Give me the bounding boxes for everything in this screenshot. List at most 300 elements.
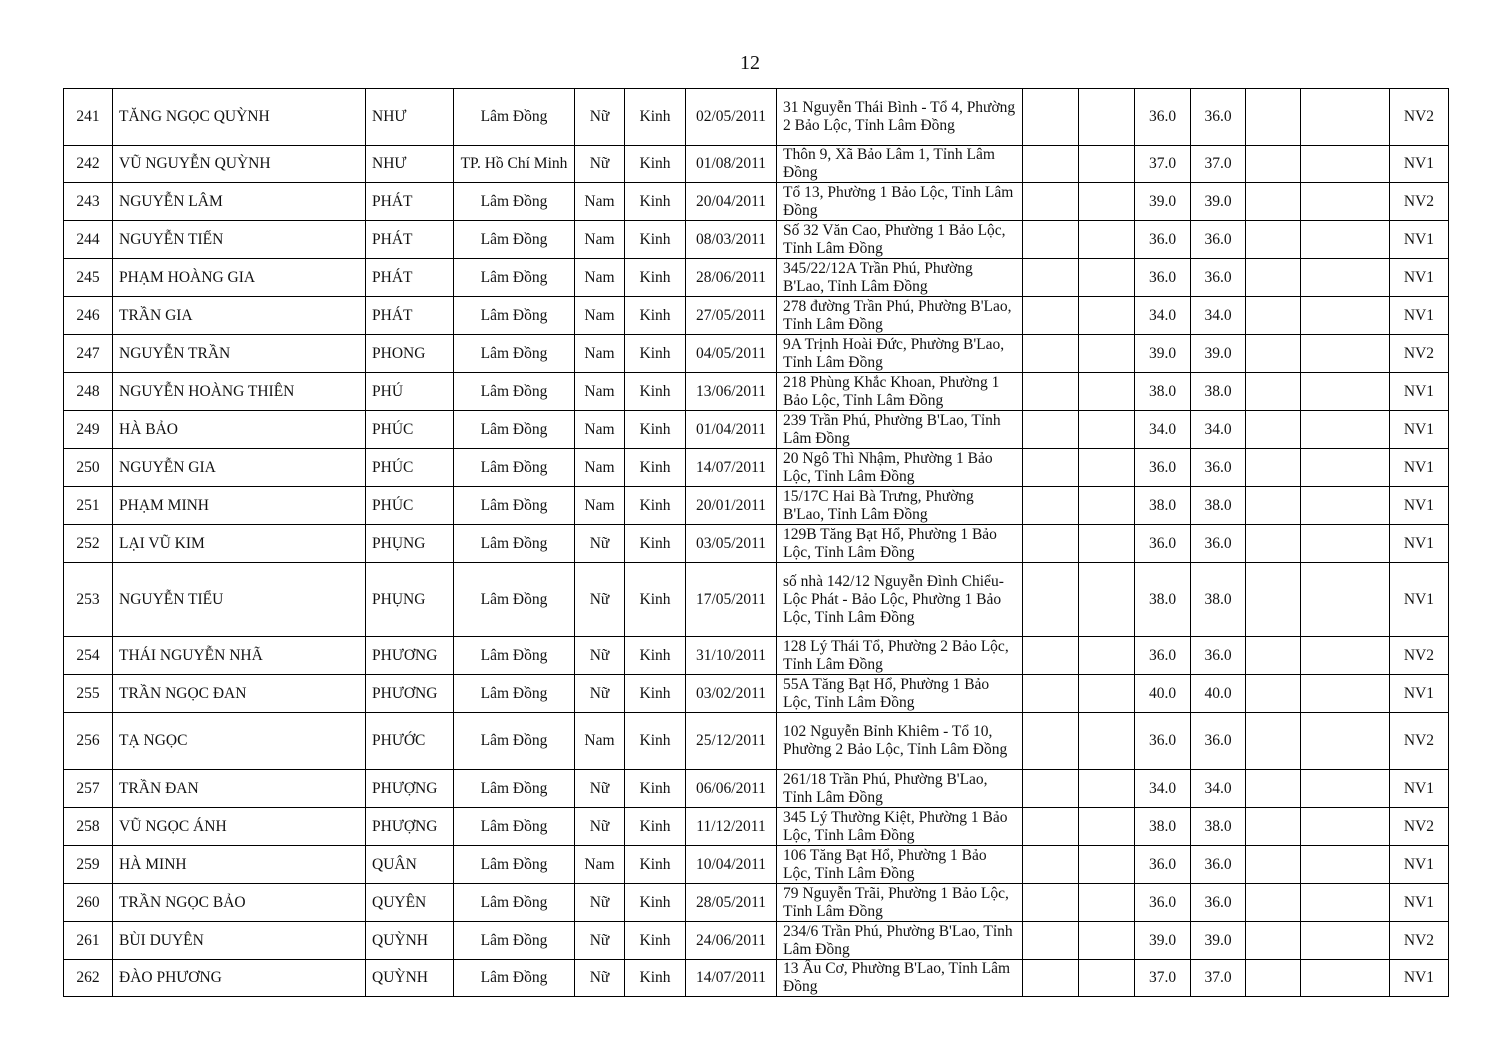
preference-cell: NV2 [1390,713,1449,770]
family-and-middle-name-cell: NGUYỄN LÂM [113,183,366,221]
given-name-cell: PHƯƠNG [366,637,454,675]
address-cell: 79 Nguyễn Trãi, Phường 1 Bảo Lộc, Tỉnh Lâm Đồng [777,884,1023,922]
empty-cell-cell [1301,411,1390,449]
birthplace-cell: Lâm Đồng [454,259,575,297]
score-1-cell: 38.0 [1135,373,1191,411]
empty-cell-cell [1023,146,1079,183]
gender-cell: Nữ [575,922,625,960]
given-name-cell: PHƯỚC [366,713,454,770]
empty-cell-cell [1301,297,1390,335]
empty-cell-cell [1246,487,1301,525]
family-and-middle-name-cell: NGUYỄN HOÀNG THIÊN [113,373,366,411]
empty-cell-cell [1023,713,1079,770]
ethnicity-cell: Kinh [625,808,686,846]
table-row [64,373,1449,411]
given-name-cell: PHÁT [366,221,454,259]
birth-date-cell: 14/07/2011 [686,960,777,997]
birthplace-cell: Lâm Đồng [454,221,575,259]
row-number-cell: 257 [64,770,113,808]
table-row [64,449,1449,487]
empty-cell-cell [1079,146,1135,183]
address-cell: 239 Trần Phú, Phường B'Lao, Tỉnh Lâm Đồng [777,411,1023,449]
score-2-cell: 38.0 [1191,808,1246,846]
preference-cell: NV1 [1390,221,1449,259]
row-number-cell: 244 [64,221,113,259]
score-2-cell: 36.0 [1191,637,1246,675]
empty-cell-cell [1301,770,1390,808]
family-and-middle-name-cell: TĂNG NGỌC QUỲNH [113,89,366,146]
table-row [64,183,1449,221]
table-row [64,411,1449,449]
gender-cell: Nữ [575,525,625,563]
row-number-cell: 262 [64,960,113,997]
given-name-cell: PHƯỢNG [366,808,454,846]
gender-cell: Nam [575,449,625,487]
given-name-cell: PHƯƠNG [366,675,454,713]
address-cell: 218 Phùng Khắc Khoan, Phường 1 Bảo Lộc, Tỉnh Lâm Đồng [777,373,1023,411]
family-and-middle-name-cell: HÀ MINH [113,846,366,884]
empty-cell-cell [1079,297,1135,335]
address-cell: Tổ 13, Phường 1 Bảo Lộc, Tỉnh Lâm Đồng [777,183,1023,221]
score-1-cell: 36.0 [1135,221,1191,259]
row-number-cell: 247 [64,335,113,373]
empty-cell-cell [1079,846,1135,884]
empty-cell-cell [1023,770,1079,808]
score-1-cell: 34.0 [1135,297,1191,335]
preference-cell: NV1 [1390,297,1449,335]
gender-cell: Nữ [575,675,625,713]
family-and-middle-name-cell: NGUYỄN TIỂU [113,563,366,637]
address-cell: 106 Tăng Bạt Hổ, Phường 1 Bảo Lộc, Tỉnh Lâm Đồng [777,846,1023,884]
given-name-cell: PHÚ [366,373,454,411]
family-and-middle-name-cell: LẠI VŨ KIM [113,525,366,563]
empty-cell-cell [1246,922,1301,960]
empty-cell-cell [1301,449,1390,487]
table-row [64,525,1449,563]
preference-cell: NV1 [1390,675,1449,713]
ethnicity-cell: Kinh [625,89,686,146]
gender-cell: Nữ [575,146,625,183]
preference-cell: NV1 [1390,770,1449,808]
empty-cell-cell [1301,846,1390,884]
empty-cell-cell [1246,846,1301,884]
roster-body [64,89,1449,997]
given-name-cell: PHÁT [366,259,454,297]
gender-cell: Nữ [575,884,625,922]
family-and-middle-name-cell: TẠ NGỌC [113,713,366,770]
empty-cell-cell [1023,808,1079,846]
empty-cell-cell [1246,449,1301,487]
empty-cell-cell [1023,335,1079,373]
ethnicity-cell: Kinh [625,846,686,884]
empty-cell-cell [1246,221,1301,259]
table-row [64,637,1449,675]
empty-cell-cell [1246,89,1301,146]
empty-cell-cell [1301,487,1390,525]
preference-cell: NV2 [1390,183,1449,221]
preference-cell: NV1 [1390,525,1449,563]
birth-date-cell: 25/12/2011 [686,713,777,770]
birth-date-cell: 13/06/2011 [686,373,777,411]
birth-date-cell: 14/07/2011 [686,449,777,487]
table-row [64,335,1449,373]
gender-cell: Nam [575,487,625,525]
empty-cell-cell [1079,713,1135,770]
birth-date-cell: 28/06/2011 [686,259,777,297]
score-1-cell: 36.0 [1135,713,1191,770]
empty-cell-cell [1301,525,1390,563]
score-1-cell: 34.0 [1135,770,1191,808]
ethnicity-cell: Kinh [625,335,686,373]
row-number-cell: 260 [64,884,113,922]
given-name-cell: QUYÊN [366,884,454,922]
address-cell: Số 32 Văn Cao, Phường 1 Bảo Lộc, Tỉnh Lâm Đồng [777,221,1023,259]
birthplace-cell: Lâm Đồng [454,884,575,922]
family-and-middle-name-cell: PHẠM MINH [113,487,366,525]
row-number-cell: 249 [64,411,113,449]
gender-cell: Nữ [575,808,625,846]
ethnicity-cell: Kinh [625,770,686,808]
ethnicity-cell: Kinh [625,563,686,637]
student-roster-table [63,88,1449,997]
birth-date-cell: 08/03/2011 [686,221,777,259]
birth-date-cell: 20/01/2011 [686,487,777,525]
score-1-cell: 36.0 [1135,637,1191,675]
preference-cell: NV1 [1390,411,1449,449]
row-number-cell: 243 [64,183,113,221]
address-cell: 15/17C Hai Bà Trưng, Phường B'Lao, Tỉnh Lâm Đồng [777,487,1023,525]
given-name-cell: QUỲNH [366,922,454,960]
empty-cell-cell [1079,183,1135,221]
table-row [64,259,1449,297]
birthplace-cell: Lâm Đồng [454,637,575,675]
preference-cell: NV1 [1390,259,1449,297]
empty-cell-cell [1301,259,1390,297]
family-and-middle-name-cell: VŨ NGUYỄN QUỲNH [113,146,366,183]
birth-date-cell: 02/05/2011 [686,89,777,146]
empty-cell-cell [1246,713,1301,770]
gender-cell: Nữ [575,89,625,146]
score-2-cell: 34.0 [1191,411,1246,449]
given-name-cell: PHONG [366,335,454,373]
birthplace-cell: Lâm Đồng [454,487,575,525]
given-name-cell: PHƯỢNG [366,770,454,808]
empty-cell-cell [1079,259,1135,297]
ethnicity-cell: Kinh [625,449,686,487]
score-1-cell: 34.0 [1135,411,1191,449]
preference-cell: NV1 [1390,960,1449,997]
preference-cell: NV1 [1390,373,1449,411]
empty-cell-cell [1023,89,1079,146]
score-2-cell: 36.0 [1191,525,1246,563]
address-cell: Thôn 9, Xã Bảo Lâm 1, Tỉnh Lâm Đồng [777,146,1023,183]
empty-cell-cell [1023,449,1079,487]
address-cell: 128 Lý Thái Tổ, Phường 2 Bảo Lộc, Tỉnh Lâm Đồng [777,637,1023,675]
address-cell: 129B Tăng Bạt Hổ, Phường 1 Bảo Lộc, Tỉnh Lâm Đồng [777,525,1023,563]
score-2-cell: 36.0 [1191,449,1246,487]
row-number-cell: 261 [64,922,113,960]
birthplace-cell: Lâm Đồng [454,297,575,335]
preference-cell: NV2 [1390,89,1449,146]
empty-cell-cell [1023,525,1079,563]
gender-cell: Nam [575,713,625,770]
empty-cell-cell [1023,297,1079,335]
empty-cell-cell [1079,675,1135,713]
empty-cell-cell [1079,563,1135,637]
score-2-cell: 36.0 [1191,884,1246,922]
birth-date-cell: 06/06/2011 [686,770,777,808]
gender-cell: Nam [575,335,625,373]
empty-cell-cell [1246,525,1301,563]
table-row [64,713,1449,770]
score-1-cell: 36.0 [1135,449,1191,487]
ethnicity-cell: Kinh [625,884,686,922]
ethnicity-cell: Kinh [625,221,686,259]
ethnicity-cell: Kinh [625,960,686,997]
birth-date-cell: 01/04/2011 [686,411,777,449]
empty-cell-cell [1301,960,1390,997]
empty-cell-cell [1079,808,1135,846]
ethnicity-cell: Kinh [625,183,686,221]
birth-date-cell: 28/05/2011 [686,884,777,922]
birth-date-cell: 03/02/2011 [686,675,777,713]
empty-cell-cell [1246,960,1301,997]
empty-cell-cell [1246,297,1301,335]
score-2-cell: 40.0 [1191,675,1246,713]
preference-cell: NV1 [1390,146,1449,183]
row-number-cell: 246 [64,297,113,335]
gender-cell: Nữ [575,770,625,808]
row-number-cell: 253 [64,563,113,637]
score-1-cell: 39.0 [1135,335,1191,373]
score-1-cell: 38.0 [1135,808,1191,846]
family-and-middle-name-cell: NGUYỄN GIA [113,449,366,487]
empty-cell-cell [1246,183,1301,221]
score-2-cell: 38.0 [1191,563,1246,637]
address-cell: 102 Nguyễn Bỉnh Khiêm - Tổ 10, Phường 2 Bảo Lộc, Tỉnh Lâm Đồng [777,713,1023,770]
score-1-cell: 38.0 [1135,487,1191,525]
row-number-cell: 242 [64,146,113,183]
empty-cell-cell [1023,259,1079,297]
address-cell: 345 Lý Thường Kiệt, Phường 1 Bảo Lộc, Tỉnh Lâm Đồng [777,808,1023,846]
birth-date-cell: 11/12/2011 [686,808,777,846]
empty-cell-cell [1079,637,1135,675]
empty-cell-cell [1301,183,1390,221]
birth-date-cell: 17/05/2011 [686,563,777,637]
empty-cell-cell [1301,373,1390,411]
ethnicity-cell: Kinh [625,525,686,563]
preference-cell: NV1 [1390,884,1449,922]
score-2-cell: 39.0 [1191,183,1246,221]
table-row [64,846,1449,884]
birthplace-cell: Lâm Đồng [454,922,575,960]
birthplace-cell: Lâm Đồng [454,960,575,997]
empty-cell-cell [1246,675,1301,713]
score-2-cell: 34.0 [1191,297,1246,335]
score-2-cell: 38.0 [1191,373,1246,411]
empty-cell-cell [1246,808,1301,846]
score-2-cell: 36.0 [1191,89,1246,146]
empty-cell-cell [1023,846,1079,884]
ethnicity-cell: Kinh [625,146,686,183]
given-name-cell: PHÁT [366,183,454,221]
row-number-cell: 256 [64,713,113,770]
empty-cell-cell [1301,922,1390,960]
empty-cell-cell [1023,884,1079,922]
empty-cell-cell [1079,525,1135,563]
given-name-cell: PHÚC [366,449,454,487]
score-2-cell: 37.0 [1191,960,1246,997]
empty-cell-cell [1301,146,1390,183]
given-name-cell: PHÚC [366,487,454,525]
score-1-cell: 39.0 [1135,922,1191,960]
family-and-middle-name-cell: NGUYỄN TIẾN [113,221,366,259]
empty-cell-cell [1301,808,1390,846]
given-name-cell: PHÚC [366,411,454,449]
score-1-cell: 36.0 [1135,884,1191,922]
ethnicity-cell: Kinh [625,675,686,713]
birthplace-cell: Lâm Đồng [454,449,575,487]
score-1-cell: 40.0 [1135,675,1191,713]
empty-cell-cell [1246,770,1301,808]
row-number-cell: 251 [64,487,113,525]
ethnicity-cell: Kinh [625,259,686,297]
score-2-cell: 36.0 [1191,259,1246,297]
gender-cell: Nam [575,297,625,335]
score-2-cell: 37.0 [1191,146,1246,183]
empty-cell-cell [1023,487,1079,525]
birth-date-cell: 24/06/2011 [686,922,777,960]
table-row [64,808,1449,846]
ethnicity-cell: Kinh [625,637,686,675]
family-and-middle-name-cell: VŨ NGỌC ÁNH [113,808,366,846]
empty-cell-cell [1301,637,1390,675]
birthplace-cell: Lâm Đồng [454,675,575,713]
score-1-cell: 37.0 [1135,146,1191,183]
row-number-cell: 254 [64,637,113,675]
row-number-cell: 259 [64,846,113,884]
empty-cell-cell [1301,713,1390,770]
table-row [64,960,1449,997]
preference-cell: NV1 [1390,449,1449,487]
given-name-cell: QUÂN [366,846,454,884]
empty-cell-cell [1079,487,1135,525]
empty-cell-cell [1301,89,1390,146]
birthplace-cell: Lâm Đồng [454,89,575,146]
gender-cell: Nam [575,373,625,411]
table-row [64,487,1449,525]
score-2-cell: 34.0 [1191,770,1246,808]
empty-cell-cell [1023,183,1079,221]
given-name-cell: NHƯ [366,146,454,183]
preference-cell: NV2 [1390,808,1449,846]
ethnicity-cell: Kinh [625,713,686,770]
family-and-middle-name-cell: ĐÀO PHƯƠNG [113,960,366,997]
birth-date-cell: 01/08/2011 [686,146,777,183]
table-row [64,563,1449,637]
score-2-cell: 39.0 [1191,922,1246,960]
empty-cell-cell [1023,563,1079,637]
score-1-cell: 36.0 [1135,89,1191,146]
empty-cell-cell [1246,373,1301,411]
empty-cell-cell [1079,449,1135,487]
page-number: 12 [740,52,760,74]
table-row [64,221,1449,259]
empty-cell-cell [1246,884,1301,922]
gender-cell: Nam [575,221,625,259]
score-2-cell: 36.0 [1191,846,1246,884]
empty-cell-cell [1023,637,1079,675]
given-name-cell: PHỤNG [366,525,454,563]
table-row [64,89,1449,146]
gender-cell: Nam [575,259,625,297]
score-1-cell: 36.0 [1135,846,1191,884]
preference-cell: NV1 [1390,563,1449,637]
birthplace-cell: Lâm Đồng [454,770,575,808]
birthplace-cell: Lâm Đồng [454,183,575,221]
family-and-middle-name-cell: PHẠM HOÀNG GIA [113,259,366,297]
birth-date-cell: 20/04/2011 [686,183,777,221]
empty-cell-cell [1079,335,1135,373]
score-1-cell: 36.0 [1135,259,1191,297]
gender-cell: Nam [575,411,625,449]
birth-date-cell: 03/05/2011 [686,525,777,563]
score-1-cell: 37.0 [1135,960,1191,997]
score-1-cell: 39.0 [1135,183,1191,221]
score-2-cell: 36.0 [1191,713,1246,770]
preference-cell: NV2 [1390,335,1449,373]
score-2-cell: 36.0 [1191,221,1246,259]
score-1-cell: 36.0 [1135,525,1191,563]
address-cell: 9A Trịnh Hoài Đức, Phường B'Lao, Tỉnh Lâm Đồng [777,335,1023,373]
empty-cell-cell [1301,335,1390,373]
ethnicity-cell: Kinh [625,487,686,525]
gender-cell: Nam [575,183,625,221]
given-name-cell: NHƯ [366,89,454,146]
family-and-middle-name-cell: TRẦN NGỌC BẢO [113,884,366,922]
birthplace-cell: TP. Hồ Chí Minh [454,146,575,183]
birth-date-cell: 27/05/2011 [686,297,777,335]
birthplace-cell: Lâm Đồng [454,373,575,411]
empty-cell-cell [1301,884,1390,922]
gender-cell: Nữ [575,637,625,675]
address-cell: 20 Ngô Thì Nhậm, Phường 1 Bảo Lộc, Tỉnh Lâm Đồng [777,449,1023,487]
family-and-middle-name-cell: HÀ BẢO [113,411,366,449]
row-number-cell: 255 [64,675,113,713]
gender-cell: Nam [575,846,625,884]
empty-cell-cell [1079,411,1135,449]
empty-cell-cell [1079,221,1135,259]
empty-cell-cell [1301,563,1390,637]
empty-cell-cell [1079,922,1135,960]
birthplace-cell: Lâm Đồng [454,525,575,563]
family-and-middle-name-cell: NGUYỄN TRẦN [113,335,366,373]
row-number-cell: 258 [64,808,113,846]
table-row [64,922,1449,960]
given-name-cell: QUỲNH [366,960,454,997]
preference-cell: NV1 [1390,487,1449,525]
family-and-middle-name-cell: TRẦN NGỌC ĐAN [113,675,366,713]
ethnicity-cell: Kinh [625,411,686,449]
row-number-cell: 241 [64,89,113,146]
empty-cell-cell [1301,221,1390,259]
empty-cell-cell [1079,373,1135,411]
address-cell: 345/22/12A Trần Phú, Phường B'Lao, Tỉnh Lâm Đồng [777,259,1023,297]
empty-cell-cell [1023,221,1079,259]
address-cell: 261/18 Trần Phú, Phường B'Lao, Tỉnh Lâm Đồng [777,770,1023,808]
birth-date-cell: 04/05/2011 [686,335,777,373]
gender-cell: Nữ [575,960,625,997]
